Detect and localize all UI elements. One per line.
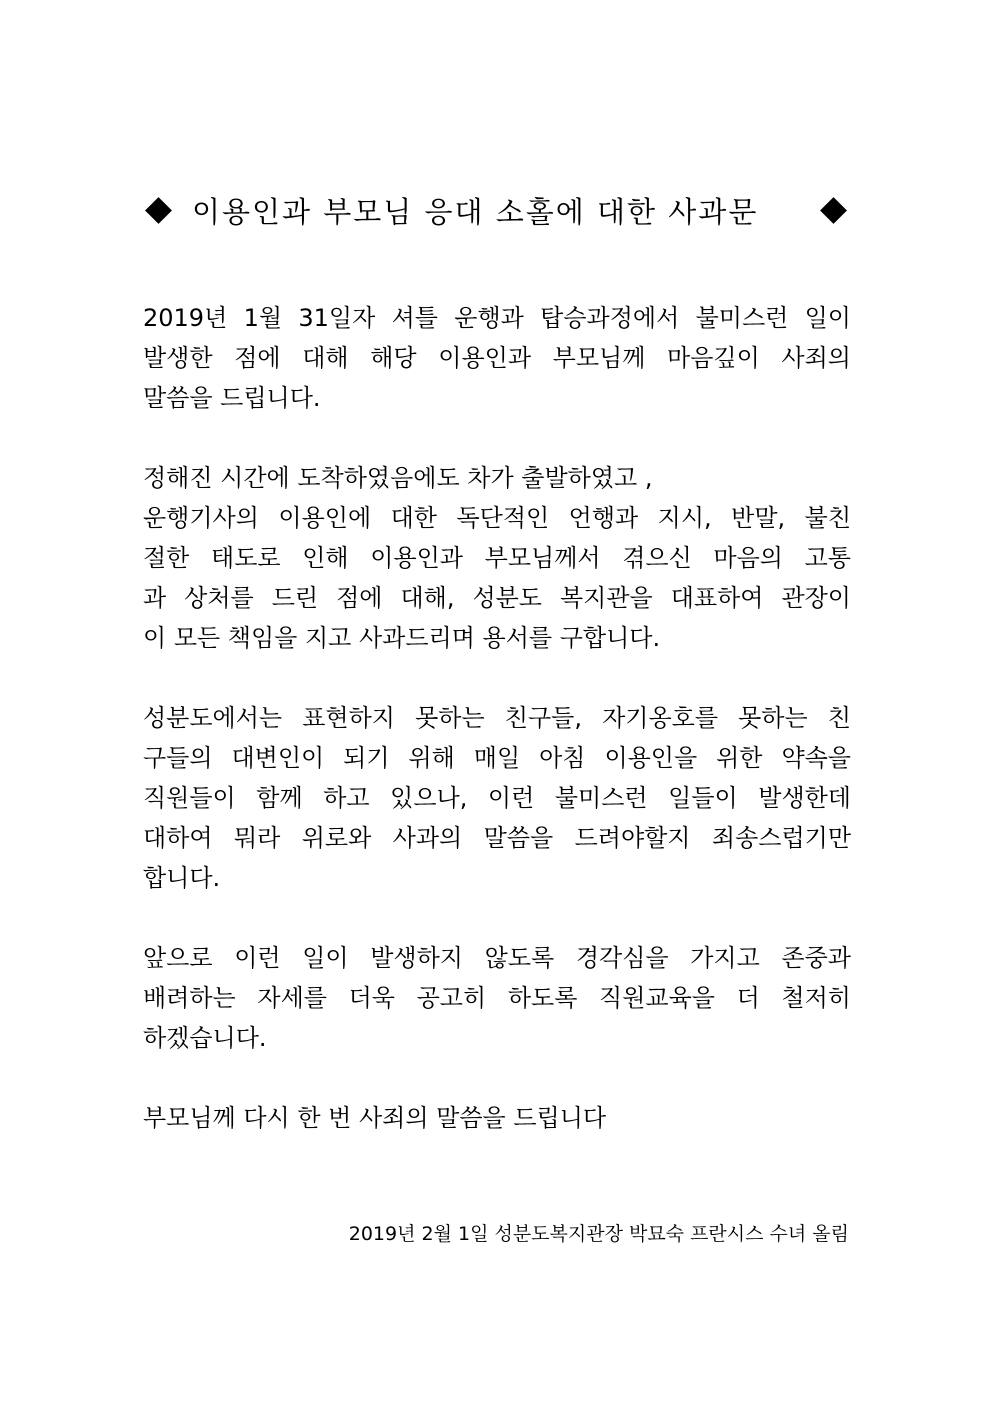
signature-line: 2019년 2월 1일 성분도복지관장 박묘숙 프란시스 수녀 올림: [348, 1223, 849, 1245]
paragraph-line: 합니다.: [143, 864, 221, 892]
paragraph-line: 앞으로 이런 일이 발생하지 않도록 경각심을 가지고 존중과: [143, 944, 851, 972]
left-diamond-icon: [145, 197, 172, 224]
paragraph-3: [143, 698, 851, 898]
paragraph-line: 과 상처를 드린 점에 대해, 성분도 복지관을 대표하여 관장이: [143, 584, 851, 612]
paragraph-1: [143, 298, 851, 418]
paragraph-line: 이 모든 책임을 지고 사과드리며 용서를 구합니다.: [143, 624, 661, 652]
title-row: [143, 188, 849, 232]
paragraph-line: 2019년 1월 31일자 셔틀 운행과 탑승과정에서 불미스런 일이: [143, 304, 851, 332]
paragraph-line: 운행기사의 이용인에 대한 독단적인 언행과 지시, 반말, 불친: [143, 504, 851, 532]
paragraph-line: 정해진 시간에 도착하였음에도 차가 출발하였고 ,: [143, 464, 653, 492]
paragraph-5: [143, 1098, 851, 1138]
paragraph-4: [143, 938, 851, 1058]
right-diamond-icon: [820, 197, 847, 224]
paragraph-line: 직원들이 함께 하고 있으나, 이런 불미스런 일들이 발생한데: [143, 784, 851, 812]
document-title: 이용인과 부모님 응대 소홀에 대한 사과문: [192, 194, 759, 229]
paragraph-line: 배려하는 자세를 더욱 공고히 하도록 직원교육을 더 철저히: [143, 984, 851, 1012]
paragraph-2: [143, 458, 851, 658]
paragraph-line: 대하여 뭐라 위로와 사과의 말씀을 드려야할지 죄송스럽기만: [143, 824, 851, 852]
paragraph-line: 하겠습니다.: [143, 1024, 267, 1052]
paragraph-line: 절한 태도로 인해 이용인과 부모님께서 겪으신 마음의 고통: [143, 544, 851, 572]
paragraph-line: 발생한 점에 대해 해당 이용인과 부모님께 마음깊이 사죄의: [143, 344, 851, 372]
paragraph-line: 부모님께 다시 한 번 사죄의 말씀을 드립니다: [143, 1104, 607, 1132]
paragraph-line: 구들의 대변인이 되기 위해 매일 아침 이용인을 위한 약속을: [143, 744, 851, 772]
paragraph-line: 말씀을 드립니다.: [143, 384, 321, 412]
paragraph-line: 성분도에서는 표현하지 못하는 친구들, 자기옹호를 못하는 친: [143, 704, 851, 732]
